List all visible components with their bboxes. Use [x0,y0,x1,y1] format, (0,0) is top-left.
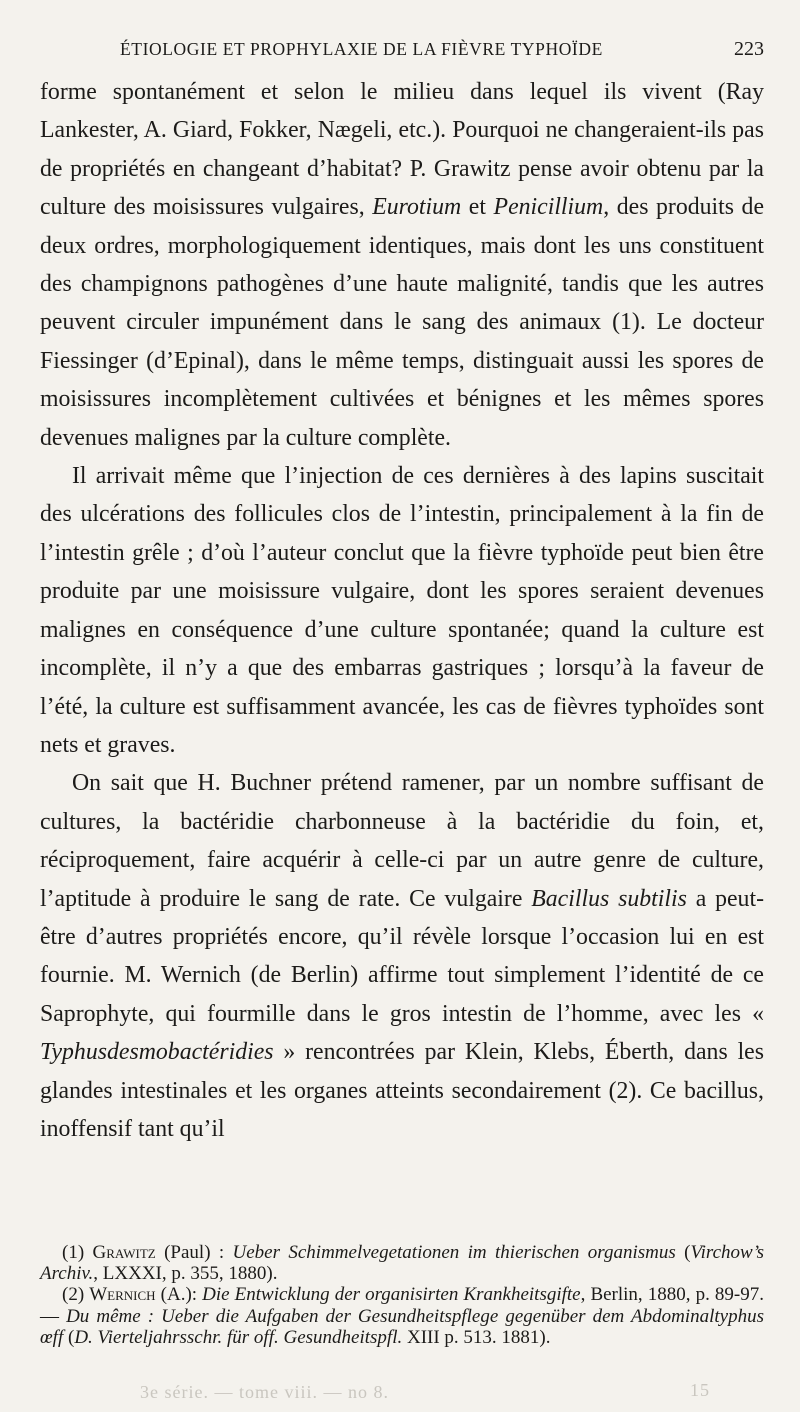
text-run: ( [63,1326,75,1348]
italic-run: Ueber Schimmelvegetationen im thierischen organismus [232,1242,676,1263]
footnote-1 [40,1242,764,1284]
paragraph-1 [40,73,764,457]
page-header [120,38,764,66]
text-run: (Paul) : [155,1242,233,1263]
italic-run: Virchow’s Archiv. [40,1242,764,1285]
show-through-text: 3e série. — tome viii. — no 8. [140,1382,389,1402]
text-run: , LXXXI, p. 355, 1880). [93,1263,278,1285]
italic-run: D. Vierteljahrsschr. für off. Gesundheitspfl. [74,1326,403,1348]
page-number: 223 [734,38,764,60]
text-run: et [461,194,494,221]
text-run: (A.): [155,1284,203,1306]
paragraph-3 [40,764,764,1148]
small-caps-run: Grawitz [92,1242,156,1263]
italic-run: Typhusdesmobactéridies [40,1039,274,1066]
body-text [40,73,764,1148]
paragraph-2 [40,457,764,764]
italic-run: Penicillium [493,194,604,221]
text-run: ( [675,1242,691,1263]
text-run: » rencontrées par Klein, Klebs, Éberth, dans les glandes intestinales et les organes atteints secondairement (2). Ce bacillus, inoffensif tant qu’il [40,1039,764,1142]
text-run: forme spontanément et selon le milieu dans lequel ils vivent (Ray Lankester, A. Giard, Fokker, Nægeli, etc.). Pourquoi ne changeraient-ils pas de propriétés en changeant d’habitat? P. Grawitz pense avoir obtenu par la culture des moisissures vulgaires, [40,79,764,221]
footnote-2 [40,1284,764,1348]
text-run: , Berlin, 1880, p. 89-97. — [40,1284,764,1327]
text-run: (2) [62,1284,90,1306]
italic-run: Du même : Ueber die Aufgaben der Gesundheitspflege gegenüber dem Abdominaltyphus œff [40,1305,764,1348]
text-run: Il arrivait même que l’injection de ces dernières à des lapins suscitait des ulcérations des follicules clos de l’intestin, principalement à la fin de l’intestin grêle ; d’où l’auteur conclut que la fièvre typhoïde peut bien être produite par une moisissure vulgaire, dont les spores seraient devenues malignes en conséquence d’une culture spontanée; quand la culture est incomplète, il n’y a que des embarras gastriques ; lorsqu’à la faveur de l’été, la culture est suffisamment avancée, les cas de fièvres typhoïdes sont nets et graves. [40,463,764,758]
text-run: (1) [62,1242,93,1263]
footnotes [40,1242,764,1348]
italic-run: Bacillus subtilis [531,885,687,912]
text-run: On sait que H. Buchner prétend ramener, par un nombre suffisant de cultures, la bactéridie charbonneuse à la bactéridie du foin, et, réciproquement, faire acquérir à celle-ci par un autre genre de culture, l’aptitude à produire le sang de rate. Ce vulgaire [40,770,764,912]
italic-run: Die Entwicklung der organisirten Krankheitsgifte [202,1284,581,1306]
show-through-number: 15 [690,1380,710,1400]
running-head: ÉTIOLOGIE ET PROPHYLAXIE DE LA FIÈVRE TYPHOÏDE [120,39,603,59]
text-run: a peut-être d’autres propriétés encore, qu’il révèle lorsque l’occasion lui en est fournie. M. Wernich (de Berlin) affirme tout simplement l’identité de ce Saprophyte, qui fourmille dans le gros intestin de l’homme, avec les « [40,885,764,1027]
small-caps-run: Wernich [89,1284,156,1306]
text-run: , des produits de deux ordres, morphologiquement identiques, mais dont les uns constituent des champignons pathogènes d’une haute malignité, tandis que les autres peuvent circuler impunément dans le sang des animaux (1). Le docteur Fiessinger (d’Epinal), dans le même temps, distinguait aussi les spores de moisissures incomplètement cultivées et bénignes et les mêmes spores devenues malignes par la culture complète. [40,194,765,451]
italic-run: Eurotium [372,194,462,221]
text-run: XIII p. 513. 1881). [402,1326,551,1348]
